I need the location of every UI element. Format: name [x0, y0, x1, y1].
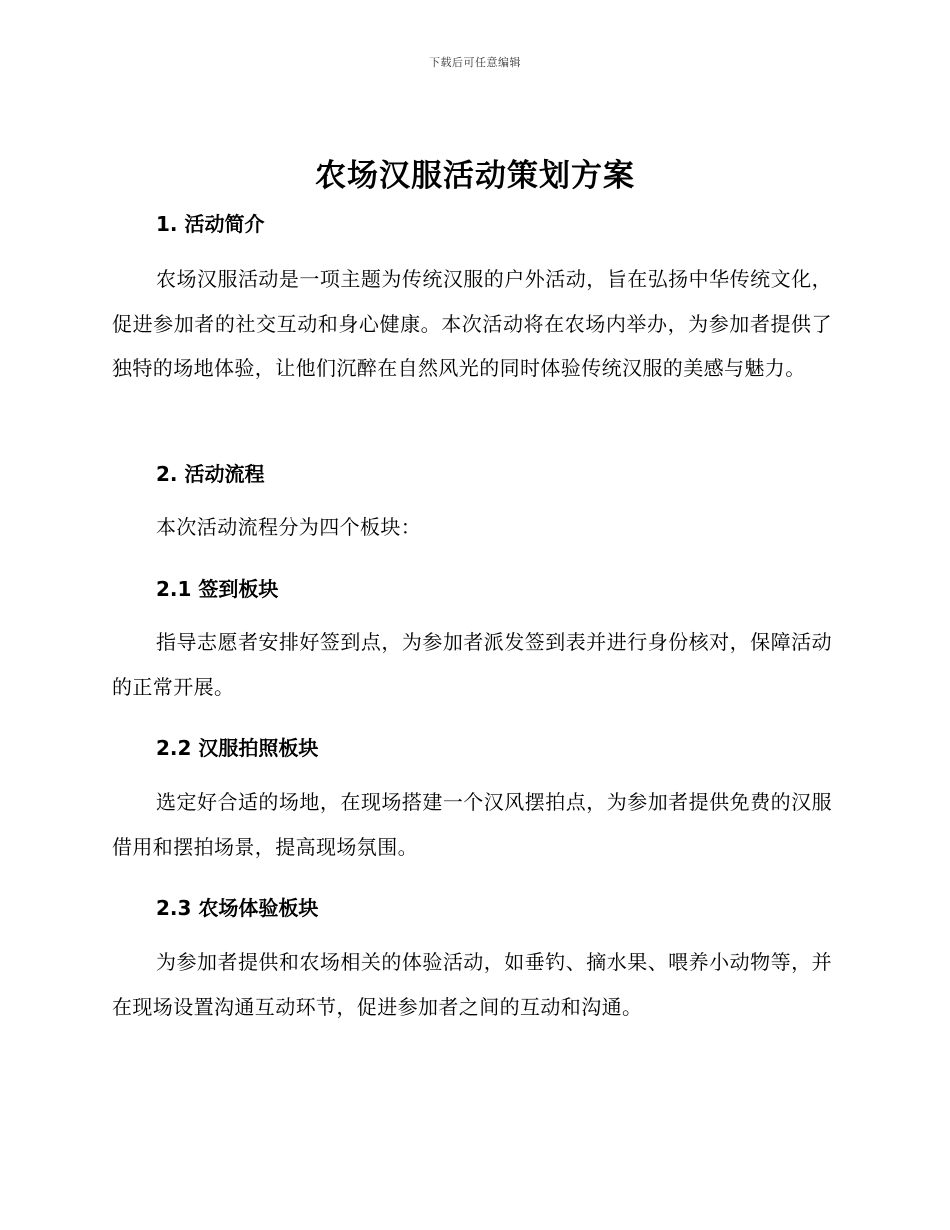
section-heading-process: 2. 活动流程	[156, 462, 265, 486]
section-heading-farm: 2.3 农场体验板块	[156, 896, 319, 920]
section-heading-photo: 2.2 汉服拍照板块	[156, 736, 319, 760]
section-heading-signin: 2.1 签到板块	[156, 577, 279, 601]
section-paragraph-photo: 选定好合适的场地，在现场搭建一个汉风摆拍点，为参加者提供免费的汉服借用和摆拍场景，提高现场氛围。	[112, 790, 832, 859]
document-title: 农场汉服活动策划方案	[315, 158, 635, 194]
section-paragraph-intro: 农场汉服活动是一项主题为传统汉服的户外活动，旨在弘扬中华传统文化，促进参加者的社交互动和身心健康。本次活动将在农场内举办，为参加者提供了独特的场地体验，让他们沉醉在自然风光的同时体验传统汉服的美感与魅力。	[112, 267, 832, 380]
section-paragraph-signin: 指导志愿者安排好签到点，为参加者派发签到表并进行身份核对，保障活动的正常开展。	[112, 630, 832, 699]
header-note: 下载后可任意编辑	[429, 56, 521, 69]
section-heading-intro: 1. 活动简介	[156, 212, 265, 236]
section-paragraph-process: 本次活动流程分为四个板块：	[156, 515, 422, 539]
section-paragraph-farm: 为参加者提供和农场相关的体验活动，如垂钓、摘水果、喂养小动物等，并在现场设置沟通互动环节，促进参加者之间的互动和沟通。	[112, 950, 832, 1019]
